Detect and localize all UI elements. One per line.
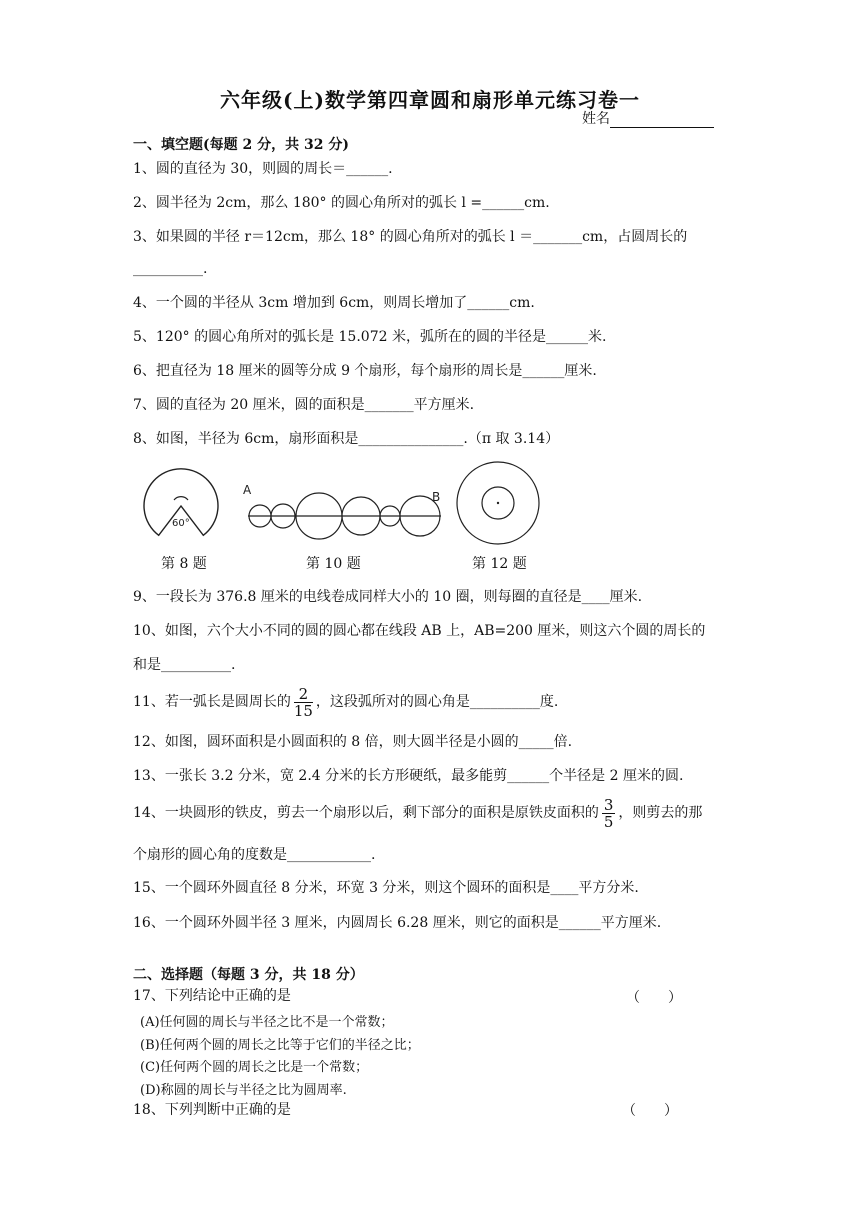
question-10-line1: 10、如图，六个大小不同的圆的圆心都在线段 AB 上，AB=200 厘米，则这六个圆的周长的: [133, 623, 706, 639]
question-14-line2: 个扇形的圆心角的度数是____________.: [133, 847, 376, 863]
fraction-3-5: [602, 797, 616, 830]
fraction-2-15: [294, 686, 313, 719]
figure-10-label-a: A: [243, 483, 252, 497]
caption-question-8: 第 8 题: [161, 556, 207, 572]
question-4: 4、一个圆的半径从 3cm 增加到 6cm，则周长增加了______cm.: [133, 295, 535, 311]
name-field: [582, 108, 714, 128]
figure-10-label-b: B: [432, 490, 441, 504]
question-3-line1: 3、如果圆的半径 r＝12cm，那么 18° 的圆心角所对的弧长 l ＝_______cm，占圆周长的: [133, 229, 688, 245]
fraction-numerator: 3: [603, 795, 614, 814]
section-fill-in-heading: 一、填空题(每题 2 分，共 32 分): [133, 137, 349, 153]
question-11: [133, 684, 558, 720]
question-5: 5、120° 的圆心角所对的弧长是 15.072 米，弧所在的圆的半径是______米.: [133, 329, 607, 345]
question-13: 13、一张长 3.2 分米，宽 2.4 分米的长方形硬纸，最多能剪______个半径是 2 厘米的圆.: [133, 768, 684, 784]
question-16: 16、一个圆环外圆半径 3 厘米，内圆周长 6.28 厘米，则它的面积是______平方厘米.: [133, 915, 662, 931]
name-label: 姓名: [582, 111, 610, 127]
question-14-suffix: ，则剪去的那: [618, 805, 703, 821]
question-11-suffix: ，这段弧所对的圆心角是__________度.: [315, 694, 559, 710]
figure-12-annulus: [455, 458, 545, 548]
question-18-answer-parens[interactable]: （ ）: [622, 1103, 678, 1119]
question-11-prefix: 11、若一弧长是圆周长的: [133, 694, 291, 710]
question-10-line2: 和是__________.: [133, 657, 236, 673]
section-choice-heading: 二、选择题（每题 3 分，共 18 分）: [133, 967, 364, 983]
fraction-denominator: 5: [603, 812, 614, 831]
figure-8-sector: [138, 460, 224, 546]
question-9: 9、一段长为 376.8 厘米的电线卷成同样大小的 10 圈，则每圈的直径是____厘米.: [133, 589, 643, 605]
question-2: 2、圆半径为 2cm，那么 180° 的圆心角所对的弧长 l =______cm.: [133, 195, 550, 211]
figure-10-circles: [240, 478, 450, 540]
name-blank[interactable]: [610, 113, 714, 128]
fraction-denominator: 15: [293, 701, 313, 720]
caption-question-10: 第 10 题: [306, 556, 361, 572]
figure-8-angle-label: 60°: [172, 518, 190, 529]
question-14-prefix: 14、一块圆形的铁皮，剪去一个扇形以后，剩下部分的面积是原铁皮面积的: [133, 805, 599, 821]
question-7: 7、圆的直径为 20 厘米，圆的面积是_______平方厘米.: [133, 397, 475, 413]
page-title: 六年级(上)数学第四章圆和扇形单元练习卷一: [220, 88, 640, 112]
question-6: 6、把直径为 18 厘米的圆等分成 9 个扇形，每个扇形的周长是______厘米.: [133, 363, 597, 379]
question-17-option-a: (A)任何圆的周长与半径之比不是一个常数；: [140, 1015, 394, 1030]
question-1: 1、圆的直径为 30，则圆的周长＝______.: [133, 161, 393, 177]
fraction-numerator: 2: [294, 686, 313, 703]
question-15: 15、一个圆环外圆直径 8 分米，环宽 3 分米，则这个圆环的面积是____平方分米.: [133, 880, 639, 896]
question-14-line1: [133, 795, 702, 831]
question-8: 8、如图，半径为 6cm，扇形面积是_______________.（π 取 3.14）: [133, 431, 560, 447]
question-17: 17、下列结论中正确的是: [133, 988, 291, 1004]
caption-question-12: 第 12 题: [472, 556, 527, 572]
question-17-option-c: (C)任何两个圆的周长之比是一个常数；: [140, 1060, 369, 1075]
question-12: 12、如图，圆环面积是小圆面积的 8 倍，则大圆半径是小圆的_____倍.: [133, 734, 573, 750]
question-17-answer-parens[interactable]: （ ）: [626, 990, 682, 1006]
question-18: 18、下列判断中正确的是: [133, 1102, 291, 1118]
question-17-option-d: (D)称圆的周长与半径之比为圆周率.: [140, 1083, 347, 1098]
question-3-line2: __________.: [133, 261, 208, 277]
question-17-option-b: (B)任何两个圆的周长之比等于它们的半径之比；: [140, 1038, 420, 1053]
